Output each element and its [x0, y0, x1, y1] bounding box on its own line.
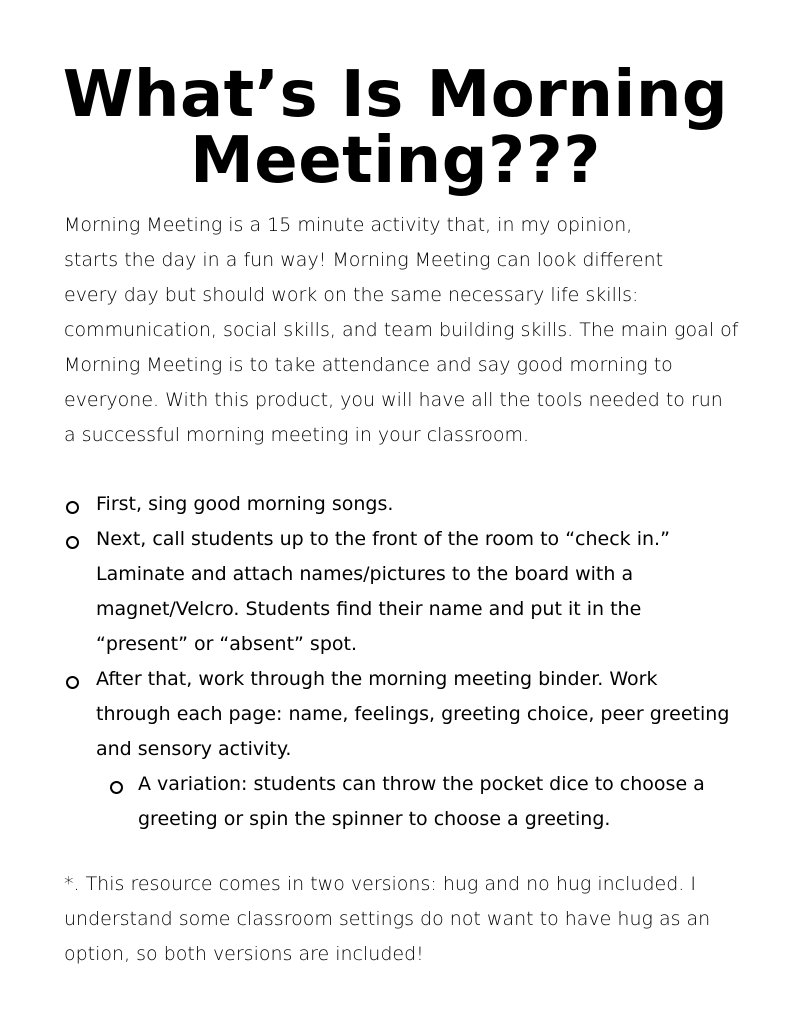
bullet-circle-icon — [66, 676, 79, 689]
bullet-circle-icon — [66, 501, 79, 514]
intro-line: every day but should work on the same necessary life skills: — [64, 284, 639, 306]
intro-line: Morning Meeting is a 15 minute activity that, in my opinion, — [64, 214, 633, 236]
list-item-line: “present” or “absent” spot. — [96, 633, 358, 655]
list-item-line: A variation: students can throw the pocket dice to choose a — [138, 773, 705, 795]
list-item-after — [96, 662, 729, 767]
list-item-line: First, sing good morning songs. — [96, 493, 394, 515]
intro-line: a successful morning meeting in your classroom. — [64, 424, 530, 446]
list-item-line: greeting or spin the spinner to choose a greeting. — [138, 808, 611, 830]
intro-line: communication, social skills, and team building skills. The main goal of — [64, 319, 739, 341]
list-item-line: Next, call students up to the front of the room to “check in.” — [96, 528, 670, 550]
list-item-line: through each page: name, feelings, greeting choice, peer greeting — [96, 703, 730, 725]
footnote-line: option, so both versions are included! — [64, 943, 424, 965]
footnote-line: *. This resource comes in two versions: hug and no hug included. I — [64, 873, 696, 895]
list-item-next — [96, 522, 670, 662]
list-item-line: magnet/Velcro. Students find their name and put it in the — [96, 598, 642, 620]
page-title-line-1: What’s Is Morning — [62, 58, 729, 132]
page-title-line-2: Meeting??? — [190, 124, 601, 198]
intro-paragraph — [64, 208, 738, 453]
sub-bullet-circle-icon — [110, 781, 123, 794]
list-item-first — [96, 487, 393, 522]
sub-list-item-variation — [138, 767, 705, 837]
list-item-line: After that, work through the morning meeting binder. Work — [96, 668, 658, 690]
list-item-line: Laminate and attach names/pictures to the board with a — [96, 563, 634, 585]
intro-line: everyone. With this product, you will have all the tools needed to run — [64, 389, 723, 411]
intro-line: starts the day in a fun way! Morning Meeting can look different — [64, 249, 664, 271]
bullet-circle-icon — [66, 536, 79, 549]
intro-line: Morning Meeting is to take attendance and say good morning to — [64, 354, 673, 376]
footnote-line: understand some classroom settings do not want to have hug as an — [64, 908, 711, 930]
footnote-paragraph — [64, 867, 710, 972]
list-item-line: and sensory activity. — [96, 738, 292, 760]
